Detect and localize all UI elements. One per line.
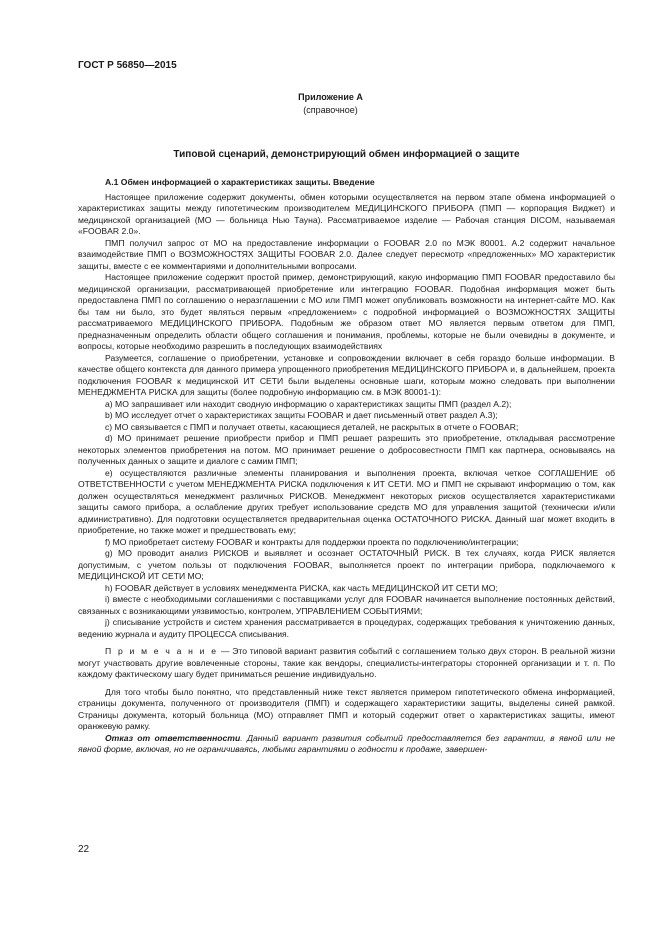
note (78, 646, 615, 681)
disclaimer-label: Отказ от ответственности (105, 732, 241, 743)
note-label: П р и м е ч а н и е (105, 646, 219, 656)
note-text: — Это типовой вариант развития событий с соглашением только двух сторон. В реальной жизни могут участвовать другие вовлеченные стороны, такие как вендоры, специалисты-интеграторы сторонней организации и т. п. По каждому фактическому шагу будет приниматься решение индивидуально. (78, 646, 616, 679)
document-body (78, 177, 615, 756)
list-item: b) МО исследует отчет о характеристиках защиты FOOBAR и дает письменный ответ раздел А.3); (105, 410, 498, 420)
page-number: 22 (78, 844, 90, 855)
list-item: g) МО проводит анализ РИСКОВ и выявляет и осознает ОСТАТОЧНЫЙ РИСК. В тех случаях, когда РИСК является допустимым, с учетом пользы от подключения FOOBAR, выполняется проект по интеграции прибора, подключаемого к МЕДИЦИНСКОЙ ИТ СЕТИ МО; (78, 548, 615, 581)
paragraph: ПМП получил запрос от МО на предоставление информации о FOOBAR 2.0 по МЭК 80001. А.2 содержит начальное взаимодействие ПМП о ВОЗМОЖНОСТЯХ ЗАЩИТЫ FOOBAR 2.0. Далее следует пересмотр «предложенных» МО характеристик защиты, вместе с ее комментариями и дополнительными вопросами. (78, 237, 615, 271)
paragraph: Настоящее приложение содержит простой пример, демонстрирующий, какую информацию ПМП FOOBAR предоставило бы медицинской организации, рассматривающей приобретение или интеграцию FOOBAR. Подобная информация может быть предоставлена ПМП по соглашению о неразглашении с МО или ПМП может опубликовать возможности на интернет-сайте МО. Как бы там ни было, это будет являться первым «предложением» с подробной информацией о ВОЗМОЖНОСТЯХ ЗАЩИТЫ рассматриваемого МЕДИЦИНСКОГО ПРИБОРА. Подобным же образом ответ МО является первым ответом для ПМП, предназначенным определить области общего соглашения и понимания, проблемы, которые не были очевидны в документе, и вопросы, которые необходимо разрешить в последующих взаимодействиях (78, 272, 615, 351)
list-item: h) FOOBAR действует в условиях менеджмента РИСКА, как часть МЕДИЦИНСКОЙ ИТ СЕТИ МО; (105, 582, 498, 593)
disclaimer (78, 733, 615, 756)
list-item: а) МО запрашивает или находит сводную информацию о характеристиках защиты ПМП (раздел А.2); (105, 398, 512, 409)
list-item: f) МО приобретает систему FOOBAR и контракты для поддержки проекта по подключению/интеграции; (105, 536, 519, 547)
disclaimer-text: . Данный вариант развития событий предоставляется без гарантии, в явной или не явной форме, включая, но не ограничиваясь, любыми гарантиями о годности к продаже, завершен- (78, 732, 615, 754)
list-item: j) списывание устройств и систем хранения рассматривается в процедурах, содержащих требования к уничтожению данных, ведению журнала и аудиту ПРОЦЕССА списывания. (78, 617, 615, 639)
paragraph: Разумеется, соглашение о приобретении, установке и сопровождении включает в себя гораздо больше информации. В качестве общего контекста для данного примера упрощенного приобретения МЕДИЦИНСКОГО ПРИБОРА и, в дальнейшем, проекта подключения FOOBAR к медицинской ИТ СЕТИ были выделены основные шаги, которым можно следовать при выполнении МЕНЕДЖМЕНТА РИСКА для защиты (более подробную информацию см. в МЭК 80001-1): (78, 352, 615, 397)
section-heading: А.1 Обмен информацией о характеристиках защиты. Введение (105, 177, 375, 187)
standard-header: ГОСТ Р 56850—2015 (78, 60, 177, 71)
closing-paragraph: Для того чтобы было понятно, что представленный ниже текст является примером гипотетического обмена информацией, страницы документа, полученного от производителя (ПМП) и содержащего характеристики защиты, выделены синей рамкой. Страницы документа, который больница (МО) отправляет ПМП и который содержит ответ о характеристиках защиты, имеют оранжевую рамку. (78, 686, 615, 731)
appendix-heading (0, 91, 661, 117)
paragraph: Настоящее приложение содержит документы, обмен которыми осуществляется на первом этапе обмена информацией о характеристиках защиты между гипотетическим производителем МЕДИЦИНСКОГО ПРИБОРА (ПМП — корпорация Виджет) и медицинской организацией (МО — больница Нью Тауна). Рассматриваемое изделие — Рабочая станция DICOM, называемая «FOOBAR 2.0». (78, 191, 615, 236)
list-item: d) МО принимает решение приобрести прибор и ПМП решает разрешить это приобретение, откладывая рассмотрение некоторых элементов приобретения на потом. МО принимает решение о добросовестности ПМП как партнера, основываясь на полученных данных о защите и диалоге с самим ПМП; (78, 433, 615, 466)
list-item: i) вместе с необходимыми соглашениями с поставщиками услуг для FOOBAR начинается выполнение постоянных действий, связанных с возникающими уязвимостью, контролем, УПРАВЛЕНИЕМ СОБЫТИЯМИ; (78, 594, 615, 616)
list-item: е) осуществляются различные элементы планирования и выполнения проекта, включая четкое СОГЛАШЕНИЕ об ОТВЕТСТВЕННОСТИ с учетом МЕНЕДЖМЕНТА РИСКА подключения к ИТ СЕТИ. МО и ПМП не скрывают информацию о том, как должен осуществляться менеджмент различных РИСКОВ. Менеджмент некоторых рисков осуществляется характеристиками защиты самого прибора, а ослабление других требует использование средств МО для управления защитой (технически и/или административно). Для подготовки осуществляется предварительная оценка ОСТАТОЧНОГО РИСКА. Данный шаг может входить в приобретение, но также может и предшествовать ему; (78, 467, 615, 535)
appendix-title: Типовой сценарий, демонстрирующий обмен информацией о защите (173, 149, 520, 160)
list-item: с) МО связывается с ПМП и получает ответы, касающиеся деталей, не раскрытых в отчете о FOOBAR; (105, 421, 519, 432)
appendix-type: (справочное) (303, 105, 358, 115)
appendix-label: Приложение А (298, 92, 363, 102)
